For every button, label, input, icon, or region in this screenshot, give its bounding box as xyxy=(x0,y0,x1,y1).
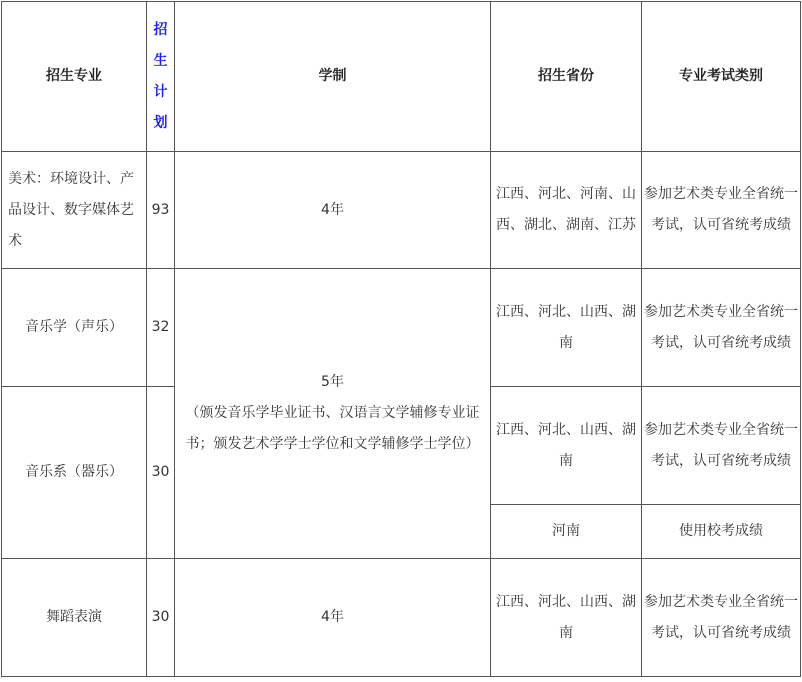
header-provinces: 招生省份 xyxy=(491,2,642,152)
cell-plan-music-vocal: 32 xyxy=(147,269,175,387)
header-row xyxy=(2,2,801,152)
duration-music-years: 5年 xyxy=(321,374,344,390)
cell-major-dance: 舞蹈表演 xyxy=(2,559,147,677)
duration-music-note: （颁发音乐学毕业证书、汉语言文学辅修专业证书；颁发艺术学学士学位和文学辅修学士学位） xyxy=(185,405,480,452)
header-duration: 学制 xyxy=(175,2,491,152)
cell-duration-music xyxy=(175,269,491,559)
cell-exam-music-inst-b: 使用校考成绩 xyxy=(642,505,801,559)
header-exam: 专业考试类别 xyxy=(642,2,801,152)
cell-duration-dance: 4年 xyxy=(175,559,491,677)
cell-exam-music-inst-a: 参加艺术类专业全省统一考试，认可省统考成绩 xyxy=(642,387,801,505)
cell-duration-art: 4年 xyxy=(175,152,491,269)
table-row-art xyxy=(2,152,801,269)
header-major: 招生专业 xyxy=(2,2,147,152)
cell-plan-dance: 30 xyxy=(147,559,175,677)
table-row-dance xyxy=(2,559,801,677)
cell-provinces-dance: 江西、河北、山西、湖南 xyxy=(491,559,642,677)
cell-provinces-art: 江西、河北、河南、山西、湖北、湖南、江苏 xyxy=(491,152,642,269)
cell-exam-dance: 参加艺术类专业全省统一考试，认可省统考成绩 xyxy=(642,559,801,677)
cell-provinces-music-inst-a: 江西、河北、山西、湖南 xyxy=(491,387,642,505)
cell-exam-art: 参加艺术类专业全省统一考试，认可省统考成绩 xyxy=(642,152,801,269)
cell-provinces-music-inst-b: 河南 xyxy=(491,505,642,559)
header-plan: 招生计划 xyxy=(147,2,175,152)
cell-provinces-music-vocal: 江西、河北、山西、湖南 xyxy=(491,269,642,387)
cell-plan-art: 93 xyxy=(147,152,175,269)
cell-major-art: 美术：环境设计、产品设计、数字媒体艺术 xyxy=(2,152,147,269)
cell-exam-music-vocal: 参加艺术类专业全省统一考试，认可省统考成绩 xyxy=(642,269,801,387)
cell-major-music-vocal: 音乐学（声乐） xyxy=(2,269,147,387)
admission-table xyxy=(1,1,801,677)
table-row-music-vocal xyxy=(2,269,801,387)
cell-major-music-inst: 音乐系（器乐） xyxy=(2,387,147,559)
cell-plan-music-inst: 30 xyxy=(147,387,175,559)
